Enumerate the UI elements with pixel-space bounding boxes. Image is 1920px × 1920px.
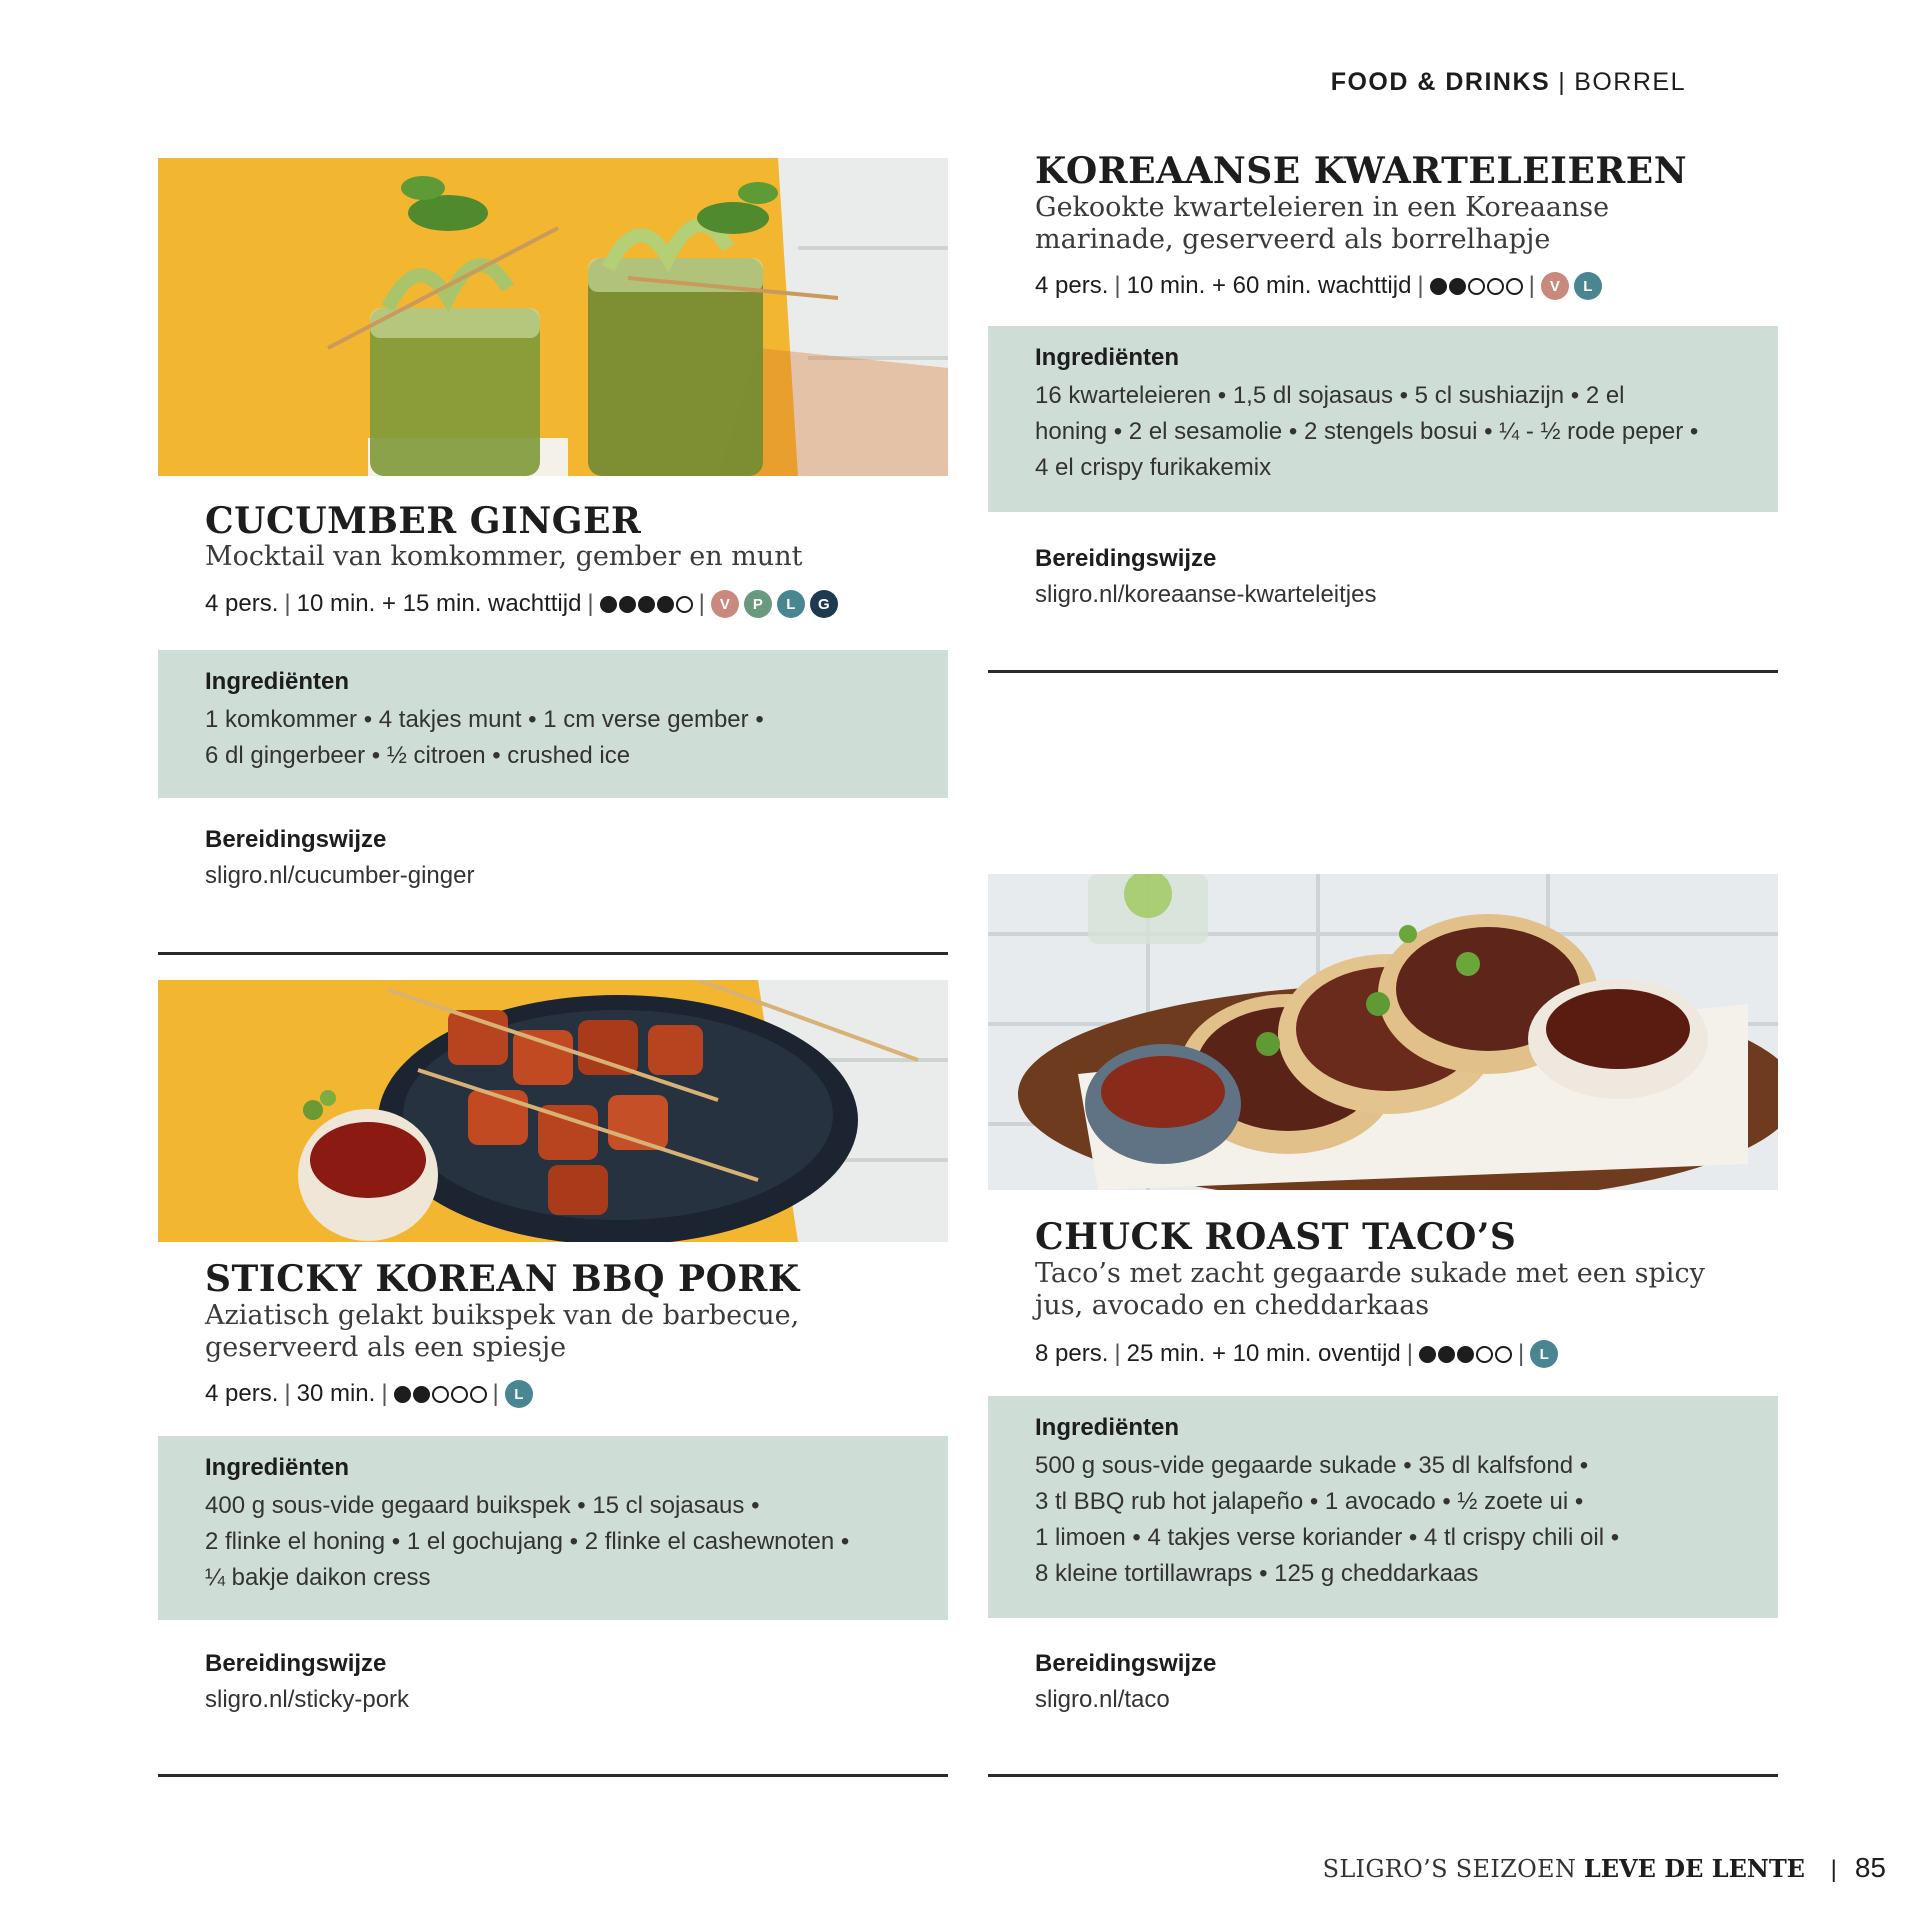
page-number: 85 [1854, 1852, 1886, 1883]
preparation-heading: Bereidingswijze [1035, 1650, 1217, 1677]
difficulty-rating [1430, 278, 1523, 295]
recipe-title: KOREAANSE KWARTELEIEREN [1035, 150, 1688, 192]
preparation-heading: Bereidingswijze [205, 1650, 387, 1677]
vegetarian-badge: V [1541, 272, 1569, 300]
servings: 8 pers. [1035, 1340, 1109, 1367]
ingredients-heading: Ingrediënten [205, 1454, 350, 1481]
prep-time: 25 min. + 10 min. oventijd [1126, 1340, 1401, 1367]
recipe-subtitle: Taco’s met zacht gegaarde sukade met een spicy jus, avocado en cheddarkaas [1035, 1258, 1705, 1321]
gluten-badge: G [810, 590, 838, 618]
recipe-title: CHUCK ROAST TACO’S [1035, 1216, 1517, 1258]
prep-time: 30 min. [296, 1380, 376, 1407]
lactose-badge: L [505, 1380, 533, 1408]
ingredients-heading: Ingrediënten [1035, 1414, 1180, 1441]
ingredients-panel [158, 1436, 948, 1620]
p-badge: P [744, 590, 772, 618]
ingredients-line: 500 g sous-vide gegaarde sukade • 35 dl kalfsfond • [1035, 1452, 1589, 1479]
ingredients-heading: Ingrediënten [1035, 344, 1180, 371]
preparation-link[interactable]: sligro.nl/sticky-pork [205, 1686, 410, 1713]
ingredients-line: 8 kleine tortillawraps • 125 g cheddarkaas [1035, 1560, 1479, 1587]
ingredients-heading: Ingrediënten [205, 668, 350, 695]
lactose-badge: L [1574, 272, 1602, 300]
recipe-subtitle: Mocktail van komkommer, gember en munt [205, 541, 803, 572]
diet-badges [1530, 1340, 1558, 1368]
ingredients-panel [988, 1396, 1778, 1618]
chuck-roast-tacos-photo [988, 874, 1778, 1190]
divider [988, 670, 1778, 673]
recipe-card-cucumber-ginger [158, 158, 948, 958]
recipe-title: STICKY KOREAN BBQ PORK [205, 1258, 800, 1300]
divider [158, 1774, 948, 1777]
section-header [1331, 68, 1686, 97]
recipe-meta: 4 pers. | 10 min. + 60 min. wachttijd | | V L [1035, 272, 1602, 300]
prep-time: 10 min. + 60 min. wachttijd [1126, 272, 1412, 299]
preparation-link[interactable]: sligro.nl/koreaanse-kwarteleitjes [1035, 581, 1377, 608]
vegetarian-badge: V [711, 590, 739, 618]
recipe-card-chuck-roast-tacos [988, 874, 1778, 1780]
publication-name: SLIGRO’S SEIZOEN [1322, 1855, 1577, 1883]
diet-badges [505, 1380, 533, 1408]
ingredients-line: 16 kwarteleieren • 1,5 dl sojasaus • 5 cl sushiazijn • 2 el [1035, 382, 1625, 409]
ingredients-line: 2 flinke el honing • 1 el gochujang • 2 flinke el cashewnoten • [205, 1528, 850, 1555]
ingredients-line: 6 dl gingerbeer • ½ citroen • crushed ice [205, 742, 631, 769]
difficulty-rating [1419, 1346, 1512, 1363]
preparation-link[interactable]: sligro.nl/cucumber-ginger [205, 862, 475, 889]
divider [988, 1774, 1778, 1777]
section-label: FOOD & DRINKS [1330, 68, 1551, 96]
preparation-link[interactable]: sligro.nl/taco [1035, 1686, 1170, 1713]
recipe-subtitle: Gekookte kwarteleieren in een Koreaanse marinade, geserveerd als borrelhapje [1035, 192, 1610, 255]
ingredients-line: ¼ bakje daikon cress [205, 1564, 431, 1591]
recipe-title: CUCUMBER GINGER [205, 500, 642, 542]
diet-badges [1541, 272, 1602, 300]
cucumber-ginger-photo [158, 158, 948, 476]
recipe-meta: 8 pers. | 25 min. + 10 min. oventijd | | L [1035, 1340, 1558, 1368]
divider [158, 952, 948, 955]
recipe-card-koreaanse-kwarteleieren [988, 150, 1778, 680]
servings: 4 pers. [205, 590, 279, 617]
ingredients-line: honing • 2 el sesamolie • 2 stengels bosui • ¼ - ½ rode peper • [1035, 418, 1699, 445]
ingredients-panel [988, 326, 1778, 512]
ingredients-line: 1 limoen • 4 takjes verse koriander • 4 tl crispy chili oil • [1035, 1524, 1620, 1551]
diet-badges [711, 590, 838, 618]
issue-name: LEVE DE LENTE [1583, 1854, 1805, 1883]
ingredients-panel [158, 650, 948, 798]
lactose-badge: L [1530, 1340, 1558, 1368]
servings: 4 pers. [205, 1380, 279, 1407]
page-footer [1323, 1852, 1886, 1884]
prep-time: 10 min. + 15 min. wachttijd [296, 590, 582, 617]
recipe-meta: 4 pers. | 10 min. + 15 min. wachttijd | | V P L G [205, 590, 838, 618]
ingredients-line: 400 g sous-vide gegaard buikspek • 15 cl sojasaus • [205, 1492, 760, 1519]
recipe-subtitle: Aziatisch gelakt buikspek van de barbecue, geserveerd als een spiesje [205, 1300, 800, 1363]
ingredients-line: 3 tl BBQ rub hot jalapeño • 1 avocado • ½ zoete ui • [1035, 1488, 1584, 1515]
sticky-pork-photo [158, 980, 948, 1242]
header-separator: | [1558, 68, 1567, 96]
preparation-heading: Bereidingswijze [205, 826, 387, 853]
ingredients-line: 1 komkommer • 4 takjes munt • 1 cm verse gember • [205, 706, 764, 733]
ingredients-line: 4 el crispy furikakemix [1035, 454, 1272, 481]
recipe-card-sticky-korean-bbq-pork [158, 980, 948, 1780]
servings: 4 pers. [1035, 272, 1109, 299]
subsection-label: BORREL [1574, 68, 1686, 96]
footer-separator: | [1830, 1856, 1837, 1883]
difficulty-rating [600, 596, 693, 613]
recipe-meta: 4 pers. | 30 min. | | L [205, 1380, 533, 1408]
preparation-heading: Bereidingswijze [1035, 545, 1217, 572]
difficulty-rating [394, 1386, 487, 1403]
lactose-badge: L [777, 590, 805, 618]
